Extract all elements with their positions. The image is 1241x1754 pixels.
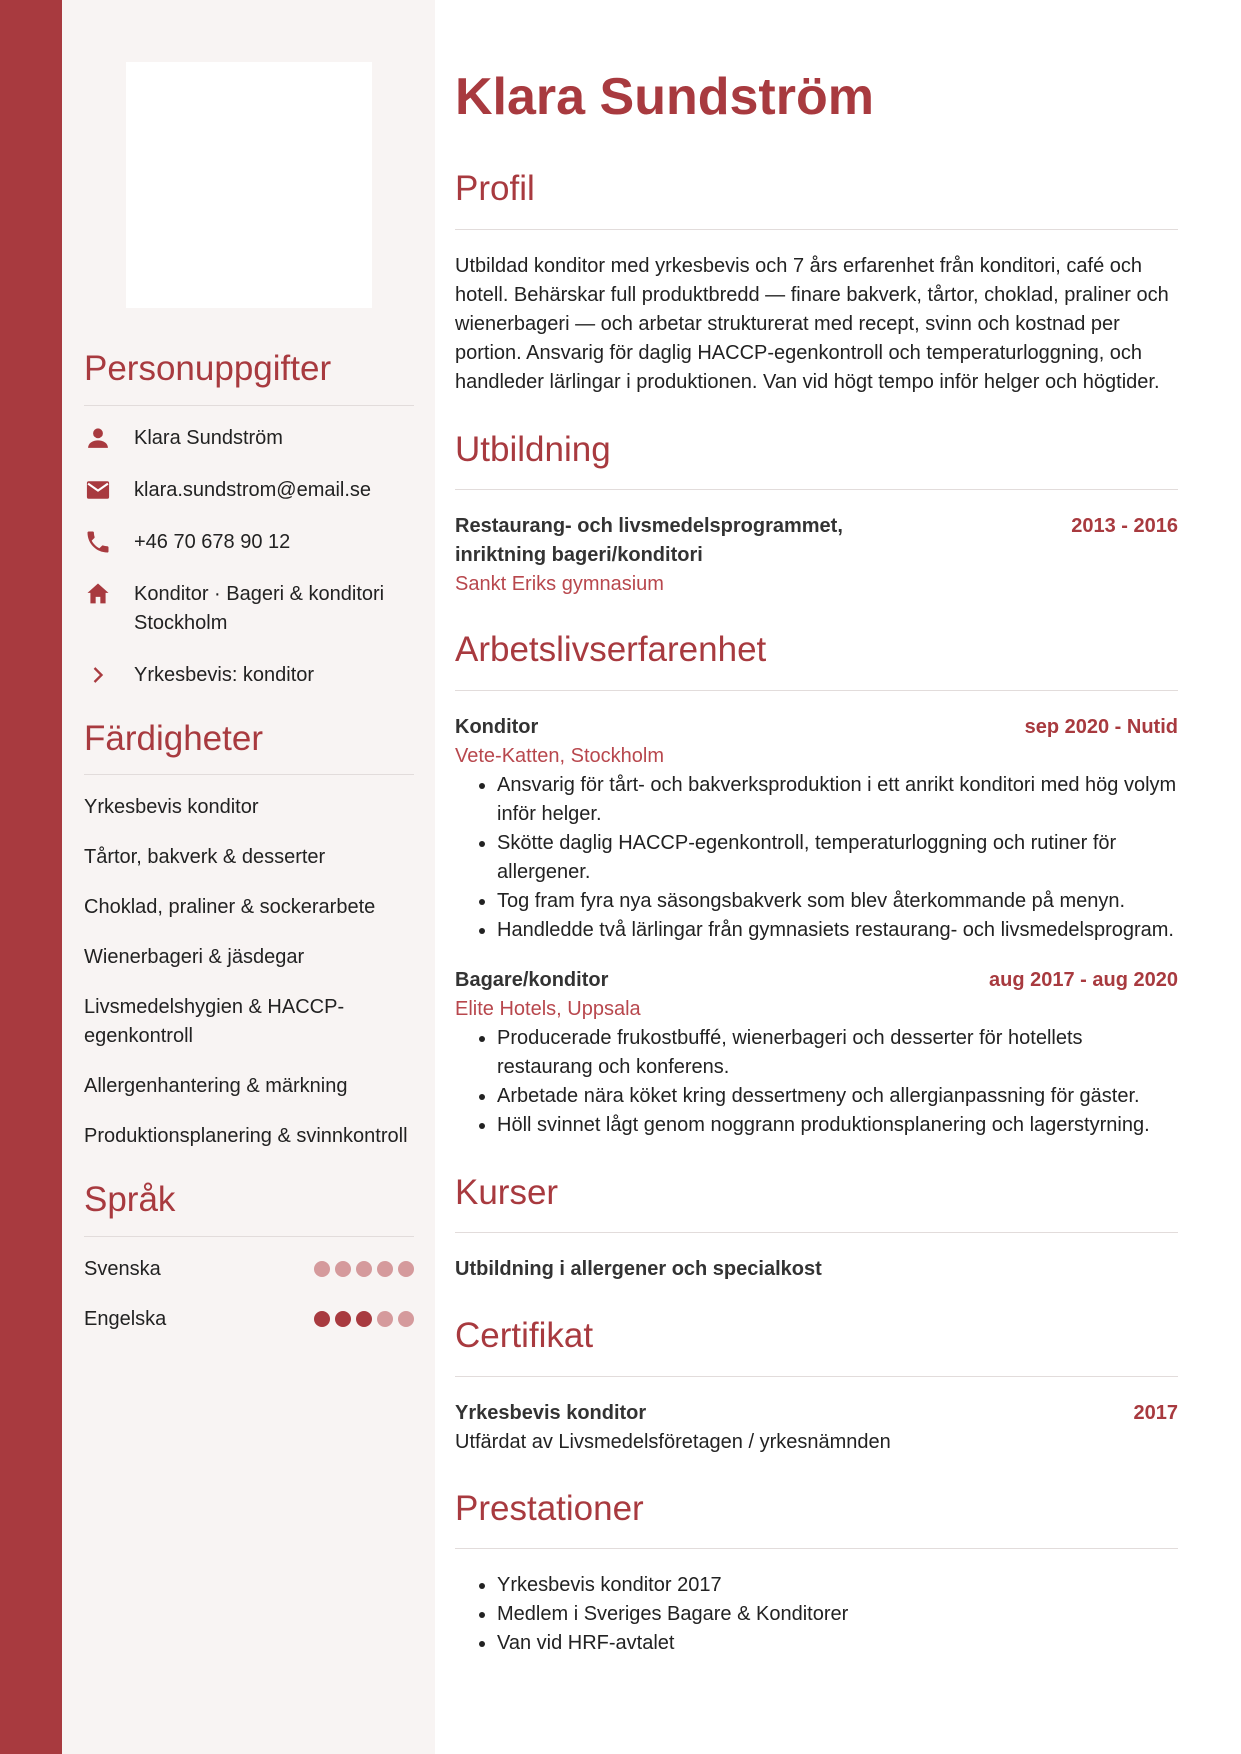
divider xyxy=(84,1236,414,1237)
level-dot xyxy=(314,1261,330,1277)
experience-entry xyxy=(455,966,1178,1140)
level-dot xyxy=(398,1311,414,1327)
language-level xyxy=(314,1261,414,1277)
education-school: Sankt Eriks gymnasium xyxy=(455,573,664,595)
divider xyxy=(455,1548,1178,1549)
accent-bar xyxy=(0,0,62,1754)
skill-item: Yrkesbevis konditor xyxy=(84,796,259,818)
job-bullet: • Producerade frukostbuffé, wienerbageri och desserter för hotellets restaurang och konferens. xyxy=(497,1024,1178,1082)
level-dot xyxy=(335,1261,351,1277)
contact-name-text: Klara Sundström xyxy=(134,426,283,449)
profile-heading: Profil xyxy=(455,169,535,208)
job-bullets xyxy=(455,1024,1178,1140)
level-dot xyxy=(314,1311,330,1327)
education-date: 2013 - 2016 xyxy=(1071,515,1178,537)
candidate-name: Klara Sundström xyxy=(455,68,874,126)
person-icon xyxy=(84,424,114,453)
job-bullet: • Arbetade nära köket kring dessertmeny och allergianpassning för gäster. xyxy=(497,1082,1178,1111)
job-date: sep 2020 - Nutid xyxy=(1024,715,1178,738)
achievement-item: • Van vid HRF-avtalet xyxy=(497,1629,1178,1658)
divider xyxy=(455,1232,1178,1233)
job-company: Vete-Katten, Stockholm xyxy=(455,744,665,767)
job-date: aug 2017 - aug 2020 xyxy=(989,968,1178,991)
language-name: Svenska xyxy=(84,1257,161,1280)
certificate-entry xyxy=(455,1399,1178,1457)
level-dot xyxy=(356,1261,372,1277)
certificate-date: 2017 xyxy=(1133,1401,1178,1424)
achievement-item: • Medlem i Sveriges Bagare & Konditorer xyxy=(497,1600,1178,1629)
level-dot xyxy=(377,1311,393,1327)
job-bullet: • Skötte daglig HACCP-egenkontroll, temperaturloggning och rutiner för allergener. xyxy=(497,829,1178,887)
contact-name xyxy=(84,424,414,453)
divider xyxy=(455,489,1178,490)
skills-heading: Färdigheter xyxy=(84,718,263,758)
certificates-heading: Certifikat xyxy=(455,1316,594,1355)
skill-item: Choklad, praliner & sockerarbete xyxy=(84,896,376,918)
divider xyxy=(455,690,1178,691)
certificate-title: Yrkesbevis konditor xyxy=(455,1401,647,1424)
language-row xyxy=(84,1255,414,1284)
contact-email-text: klara.sundstrom@email.se xyxy=(134,478,372,501)
achievements-list xyxy=(455,1571,1178,1658)
job-company: Elite Hotels, Uppsala xyxy=(455,997,641,1020)
profile-photo xyxy=(126,62,372,308)
languages-heading: Språk xyxy=(84,1180,176,1219)
achievements-heading: Prestationer xyxy=(455,1488,644,1528)
divider xyxy=(84,405,414,406)
skill-item: Allergenhantering & märkning xyxy=(84,1075,348,1097)
job-bullets xyxy=(455,771,1178,945)
achievement-item: • Yrkesbevis konditor 2017 xyxy=(497,1571,1178,1600)
job-bullet: • Höll svinnet lågt genom noggrann produktionsplanering och lagerstyrning. xyxy=(497,1111,1178,1140)
contact-location-text: Konditor · Bageri & konditori Stockholm xyxy=(134,582,385,634)
certificate-issuer: Utfärdat av Livsmedelsföretagen / yrkesnämnden xyxy=(455,1430,891,1453)
job-title: Konditor xyxy=(455,715,539,738)
level-dot xyxy=(398,1261,414,1277)
job-bullet: • Tog fram fyra nya säsongsbakverk som blev återkommande på menyn. xyxy=(497,887,1178,916)
contact-email xyxy=(84,476,414,505)
level-dot xyxy=(356,1311,372,1327)
language-name: Engelska xyxy=(84,1307,167,1330)
personal-heading: Personuppgifter xyxy=(84,349,332,388)
courses-heading: Kurser xyxy=(455,1172,559,1212)
skill-item: Livsmedelshygien & HACCP-egenkontroll xyxy=(84,996,345,1047)
job-title: Bagare/konditor xyxy=(455,968,609,991)
education-title: Restaurang- och livsmedelsprogrammet, inriktning bageri/konditori xyxy=(455,515,843,566)
sidebar-content xyxy=(84,350,414,1355)
home-icon xyxy=(84,580,114,609)
course-item: Utbildning i allergener och specialkost xyxy=(455,1258,822,1280)
phone-icon xyxy=(84,528,114,557)
main-content xyxy=(455,62,1178,1658)
job-bullet: • Ansvarig för tårt- och bakverksproduktion i ett anrikt konditori med hög volym inför helger. xyxy=(497,771,1178,829)
skill-item: Produktionsplanering & svinnkontroll xyxy=(84,1125,408,1147)
contact-certificate-text: Yrkesbevis: konditor xyxy=(134,663,315,686)
language-level xyxy=(314,1311,414,1327)
skill-item: Tårtor, bakverk & desserter xyxy=(84,846,326,868)
job-bullet: • Handledde två lärlingar från gymnasiets restaurang- och livsmedelsprogram. xyxy=(497,916,1178,945)
experience-heading: Arbetslivserfarenhet xyxy=(455,630,767,669)
contact-phone-text: +46 70 678 90 12 xyxy=(134,530,291,553)
divider xyxy=(84,774,414,775)
contact-phone xyxy=(84,528,414,557)
education-heading: Utbildning xyxy=(455,429,611,469)
skill-item: Wienerbageri & jäsdegar xyxy=(84,946,305,968)
profile-text: Utbildad konditor med yrkesbevis och 7 års erfarenhet från konditori, café och hotell. Behärskar full produktbredd — finare bakverk, tårtor, choklad, praliner och wienerbageri — och arbetar strukturerat med recept, svinn och kostnad per portion. Ansvarig för daglig HACCP-egenkontroll och temperaturloggning, och handleder lärlingar i produktionen. Van vid högt tempo inför helger och högtider. xyxy=(455,254,1169,393)
divider xyxy=(455,1376,1178,1377)
contact-certificate xyxy=(84,661,414,690)
divider xyxy=(455,229,1178,230)
language-row xyxy=(84,1305,414,1334)
mail-icon xyxy=(84,476,114,505)
level-dot xyxy=(377,1261,393,1277)
chevron-right-icon xyxy=(84,661,114,690)
experience-entry xyxy=(455,713,1178,945)
contact-location xyxy=(84,580,414,638)
level-dot xyxy=(335,1311,351,1327)
education-entry xyxy=(455,512,1178,599)
